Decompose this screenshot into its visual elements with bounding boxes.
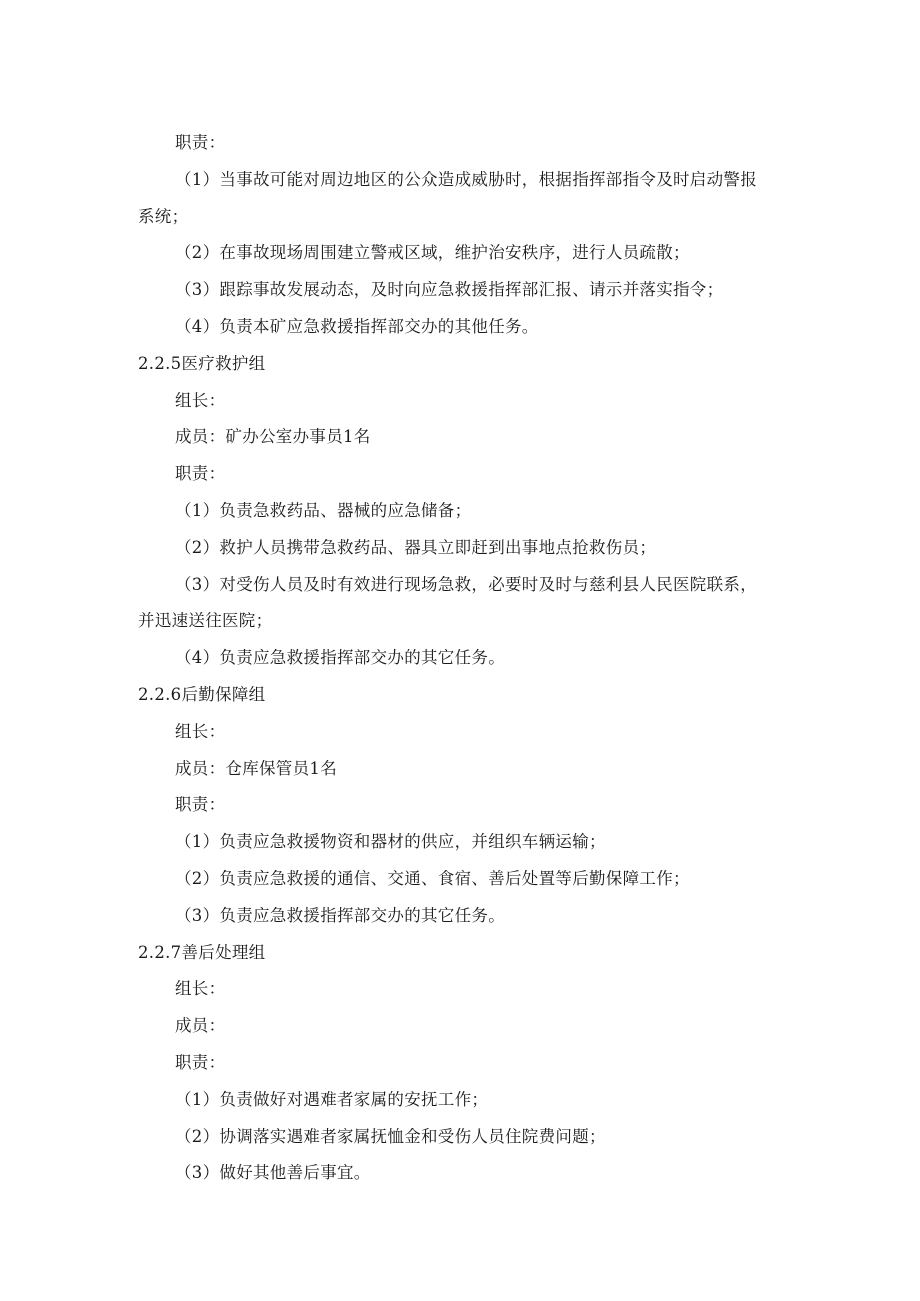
duty-item: （2）在事故现场周围建立警戒区域，维护治安秩序，进行人员疏散； (175, 243, 690, 263)
leader-label: 组长： (175, 721, 226, 741)
duty-item: （3）对受伤人员及时有效进行现场急救，必要时及时与慈利县人民医院联系， (175, 574, 757, 594)
document-body (0, 125, 920, 1192)
leader-label: 组长： (175, 390, 226, 410)
duty-item: （4）负责本矿应急救援指挥部交办的其他任务。 (175, 316, 539, 336)
members-line: 成员：矿办公室办事员1名 (175, 427, 371, 447)
members-line: 成员：仓库保管员1名 (175, 758, 337, 778)
duty-item: （2）救护人员携带急救药品、器具立即赶到出事地点抢救伤员； (175, 537, 657, 557)
duty-item: （2）负责应急救援的通信、交通、食宿、善后处置等后勤保障工作； (175, 868, 690, 888)
section-heading-logistics: 2.2.6后勤保障组 (138, 684, 266, 704)
duties-label: 职责： (175, 133, 226, 152)
duty-item: （3）负责应急救援指挥部交办的其它任务。 (175, 905, 505, 925)
duties-label: 职责： (175, 464, 226, 484)
duty-item: （4）负责应急救援指挥部交办的其它任务。 (175, 648, 505, 668)
duties-label: 职责： (175, 795, 226, 815)
duty-item: （2）协调落实遇难者家属抚恤金和受伤人员住院费问题； (175, 1126, 606, 1146)
duty-item: （3）跟踪事故发展动态，及时向应急救援指挥部汇报、请示并落实指令； (175, 280, 724, 300)
duty-item-continuation: 并迅速送往医院； (138, 611, 273, 631)
duty-item-continuation: 系统； (138, 206, 189, 226)
duty-item: （1）当事故可能对周边地区的公众造成威胁时，根据指挥部指令及时启动警报 (175, 169, 757, 189)
section-heading-medical-rescue: 2.2.5医疗救护组 (138, 353, 266, 373)
duties-label: 职责： (175, 1052, 226, 1072)
leader-label: 组长： (175, 979, 226, 999)
members-line: 成员： (175, 1016, 226, 1036)
section-heading-aftermath: 2.2.7善后处理组 (138, 942, 266, 962)
duty-item: （1）负责应急救援物资和器材的供应，并组织车辆运输； (175, 832, 606, 852)
duty-item: （3）做好其他善后事宜。 (175, 1163, 371, 1183)
duty-item: （1）负责做好对遇难者家属的安抚工作； (175, 1089, 489, 1109)
duty-item: （1）负责急救药品、器械的应急储备； (175, 500, 472, 520)
